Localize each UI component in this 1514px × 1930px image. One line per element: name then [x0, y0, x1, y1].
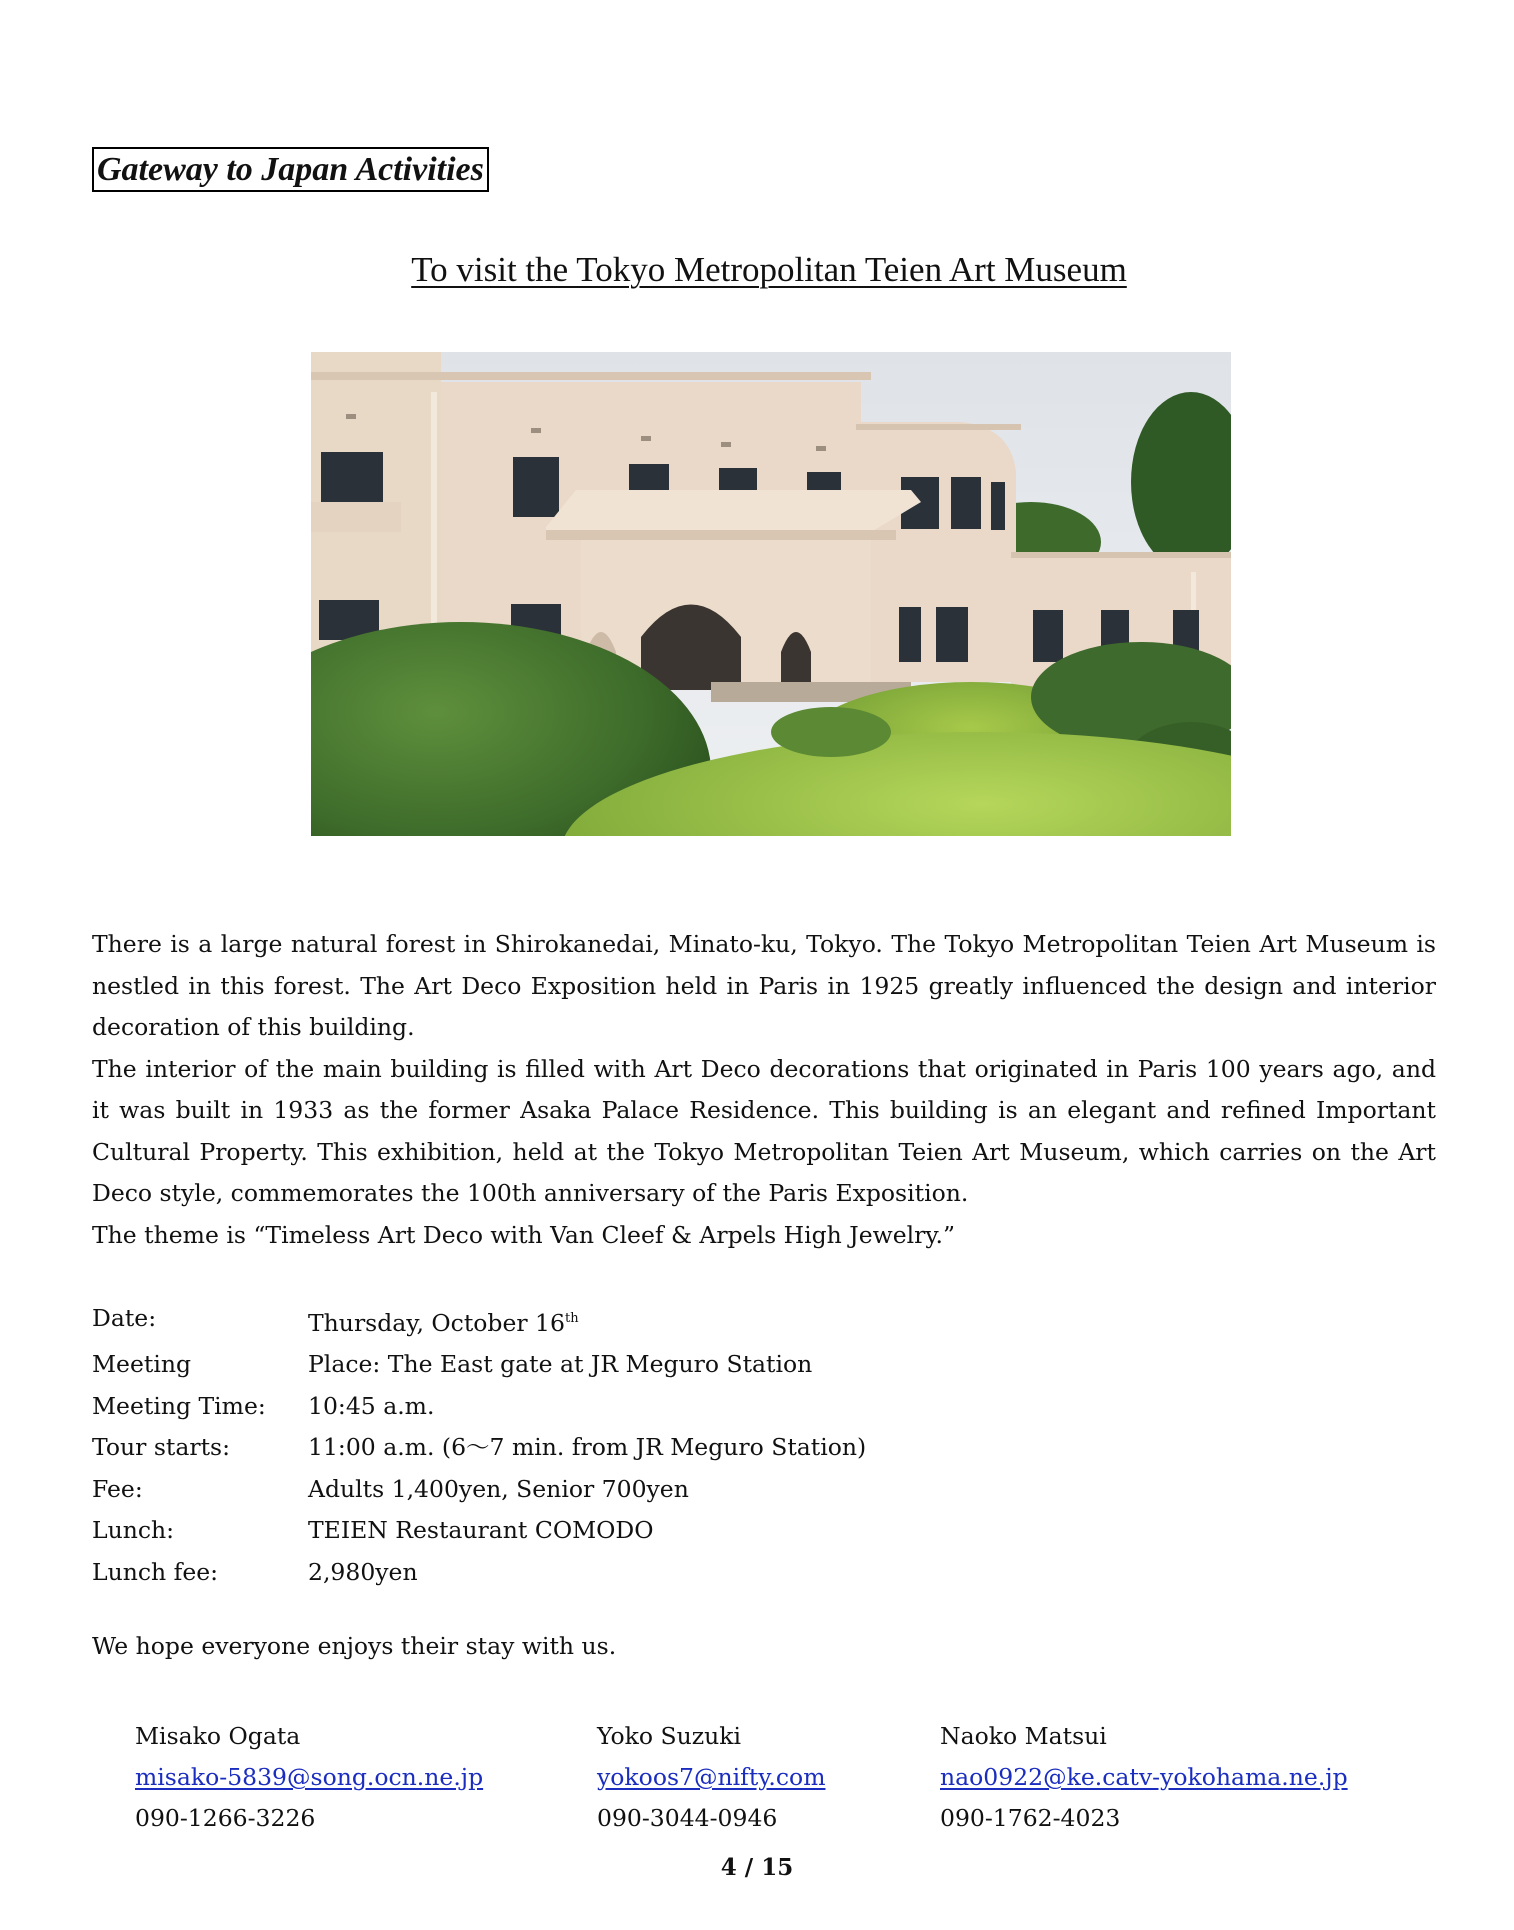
closing-message: We hope everyone enjoys their stay with us. [92, 1632, 617, 1660]
contact-phone: 090-1762-4023 [940, 1804, 1121, 1832]
contact-name: Yoko Suzuki [597, 1722, 741, 1750]
contact-phone: 090-3044-0946 [597, 1804, 778, 1832]
detail-value: TEIEN Restaurant COMODO [308, 1516, 654, 1545]
detail-row-fee [92, 1469, 1192, 1511]
detail-label: Lunch fee: [92, 1557, 219, 1586]
date-text: Thursday, October 16 [308, 1308, 565, 1337]
contact-email-link[interactable]: misako-5839@song.ocn.ne.jp [135, 1763, 484, 1791]
detail-value: 11:00 a.m. (6～7 min. from JR Meguro Station) [308, 1433, 867, 1462]
museum-building-photo [311, 352, 1231, 836]
detail-label: Meeting Time: [92, 1391, 266, 1420]
contact-email-link[interactable]: nao0922@ke.catv-yokohama.ne.jp [940, 1763, 1348, 1791]
detail-row-tour [92, 1427, 1192, 1469]
contact-email-link[interactable]: yokoos7@nifty.com [597, 1763, 826, 1791]
description [92, 924, 1436, 1256]
paragraph: The interior of the main building is filled with Art Deco decorations that originated in Paris 100 years ago, and it was built in 1933 as the former Asaka Palace Residence. This building is an elegant and refined Important Cultural Property. This exhibition, held at the Tokyo Metropolitan Teien Art Museum, which carries on the Art Deco style, commemorates the 100th anniversary of the Paris Exposition. [92, 1054, 1436, 1207]
paragraph: There is a large natural forest in Shirokanedai, Minato-ku, Tokyo. The Tokyo Metropolitan Teien Art Museum is nestled in this forest. The Art Deco Exposition held in Paris in 1925 greatly influenced the design and interior decoration of this building. [92, 930, 1436, 1041]
detail-value: Adults 1,400yen, Senior 700yen [308, 1474, 689, 1503]
page-indicator: 4 / 15 [720, 1854, 794, 1881]
detail-label: Lunch: [92, 1516, 175, 1545]
detail-row-lunch [92, 1510, 1192, 1552]
detail-label: Fee: [92, 1474, 143, 1503]
contact-card [135, 1716, 483, 1839]
page-title [0, 250, 1514, 290]
contact-card [940, 1716, 1348, 1839]
detail-row-lunch-fee [92, 1552, 1192, 1594]
detail-label: Date: [92, 1304, 157, 1332]
detail-label: Tour starts: [92, 1433, 231, 1462]
detail-row-meeting-time [92, 1386, 1192, 1428]
detail-value [308, 1298, 579, 1344]
page-title-text: To visit the Tokyo Metropolitan Teien Art Museum [411, 250, 1127, 289]
contact-name: Naoko Matsui [940, 1722, 1107, 1750]
date-suffix: th [564, 1311, 579, 1326]
section-label: Gateway to Japan Activities [92, 147, 489, 192]
detail-value: Place: The East gate at JR Meguro Station [308, 1350, 813, 1379]
paragraph: The theme is “Timeless Art Deco with Van Cleef & Arpels High Jewelry.” [92, 1220, 956, 1249]
detail-label: Meeting [92, 1350, 192, 1379]
detail-row-meeting [92, 1344, 1192, 1386]
detail-row-date [92, 1298, 1192, 1344]
event-details [92, 1298, 1192, 1593]
contact-card [597, 1716, 825, 1839]
detail-value: 10:45 a.m. [308, 1391, 435, 1420]
detail-value: 2,980yen [308, 1557, 418, 1586]
contact-name: Misako Ogata [135, 1722, 301, 1750]
contact-phone: 090-1266-3226 [135, 1804, 316, 1832]
